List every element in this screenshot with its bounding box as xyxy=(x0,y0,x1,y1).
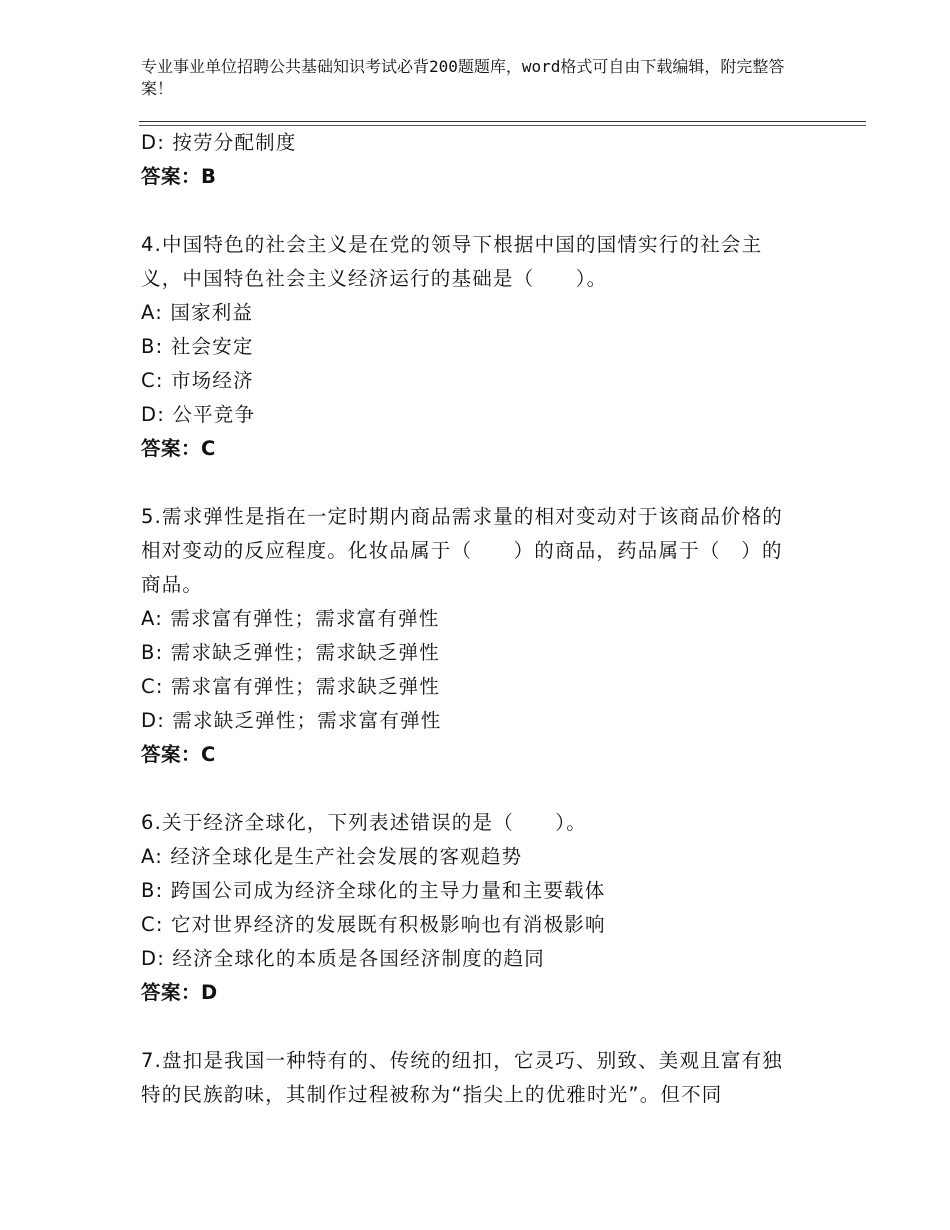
question-6 xyxy=(141,806,821,1010)
spacer xyxy=(141,466,821,500)
spacer xyxy=(141,1010,821,1044)
question-4-text: 4.中国特色的社会主义是在党的领导下根据中国的国情实行的社会主义，中国特色社会主义经济运行的基础是（ ）。 xyxy=(141,233,763,290)
question-7 xyxy=(141,1044,821,1112)
question-4 xyxy=(141,228,821,466)
question-5-option-d: D: 需求缺乏弹性；需求富有弹性 xyxy=(141,709,442,732)
question-5-option-b: B: 需求缺乏弹性；需求缺乏弹性 xyxy=(141,641,440,664)
question-5-option-a: A: 需求富有弹性；需求富有弹性 xyxy=(141,607,440,630)
question-6-text: 6.关于经济全球化，下列表述错误的是（ ）。 xyxy=(141,811,587,834)
document-body xyxy=(141,126,821,1112)
question-5-option-c: C: 需求富有弹性；需求缺乏弹性 xyxy=(141,675,441,698)
question-3-answer: 答案：B xyxy=(141,165,217,188)
question-6-option-b: B: 跨国公司成为经济全球化的主导力量和主要载体 xyxy=(141,879,606,902)
page-header: 专业事业单位招聘公共基础知识考试必背200题题库，word格式可自由下载编辑，附完整答案！ xyxy=(141,57,785,98)
question-6-option-a: A: 经济全球化是生产社会发展的客观趋势 xyxy=(141,845,523,868)
question-7-text: 7.盘扣是我国一种特有的、传统的纽扣，它灵巧、别致、美观且富有独特的民族韵味，其制作过程被称为“指尖上的优雅时光”。但不同 xyxy=(141,1049,784,1106)
question-4-answer: 答案：C xyxy=(141,437,216,460)
question-5-text: 5.需求弹性是指在一定时期内商品需求量的相对变动对于该商品价格的相对变动的反应程度。化妆品属于（ ）的商品，药品属于（ ）的商品。 xyxy=(141,505,784,596)
question-6-answer: 答案：D xyxy=(141,981,218,1004)
question-4-option-c: C: 市场经济 xyxy=(141,369,254,392)
spacer xyxy=(141,194,821,228)
header-rule-thick xyxy=(139,121,866,122)
question-6-option-c: C: 它对世界经济的发展既有积极影响也有消极影响 xyxy=(141,913,606,936)
question-3-option-d: D: 按劳分配制度 xyxy=(141,131,297,154)
question-6-option-d: D: 经济全球化的本质是各国经济制度的趋同 xyxy=(141,947,545,970)
spacer xyxy=(141,772,821,806)
question-5 xyxy=(141,500,821,772)
question-4-option-a: A: 国家利益 xyxy=(141,301,254,324)
question-5-answer: 答案：C xyxy=(141,743,216,766)
question-4-option-d: D: 公平竞争 xyxy=(141,403,256,426)
question-4-option-b: B: 社会安定 xyxy=(141,335,254,358)
